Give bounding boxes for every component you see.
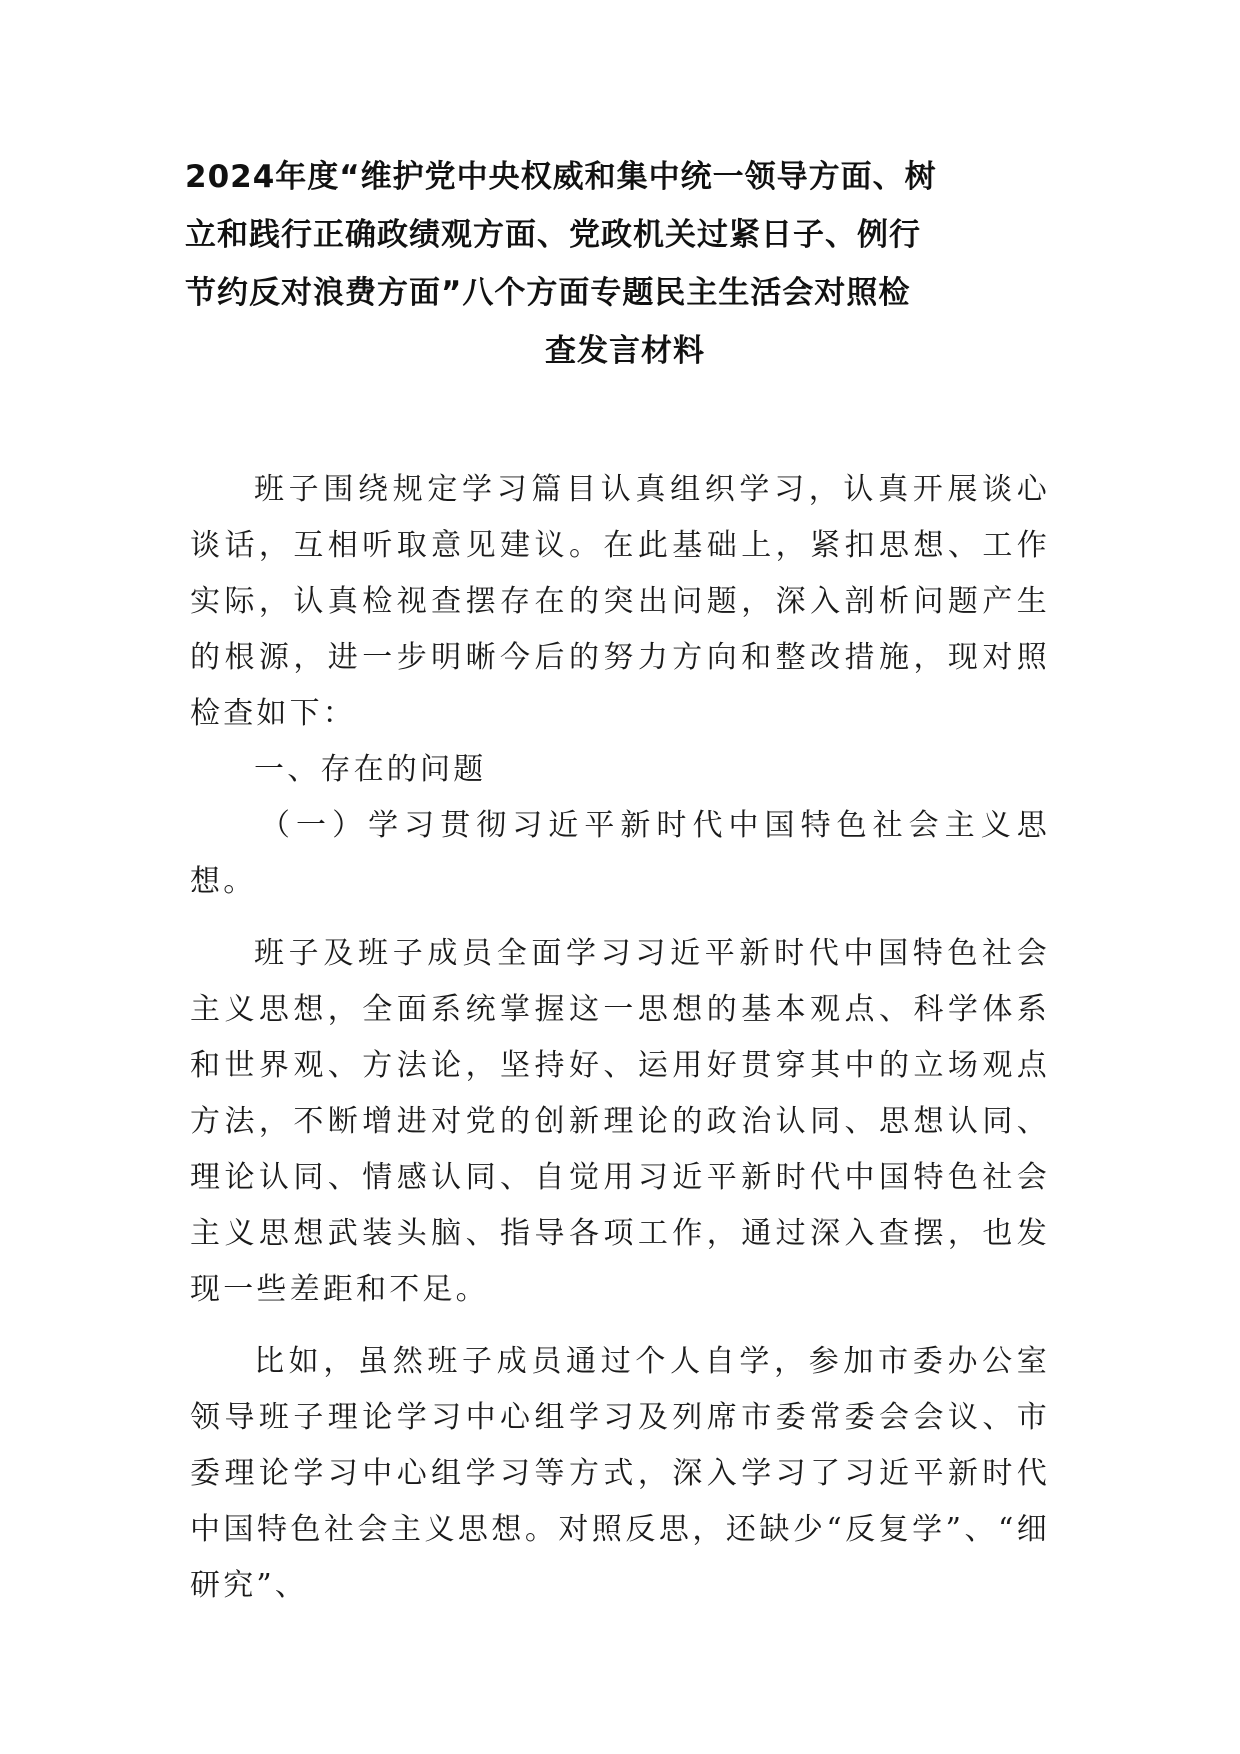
section-heading-problems: 一、存在的问题 [254,752,487,787]
body-paragraph-2: 比如，虽然班子成员通过个人自学，参加市委办公室领导班子理论学习中心组学习及列席市委常委会会议、市委理论学习中心组学习等方式，深入学习了习近平新时代中国特色社会主义思想。对照反思，还缺少“反复学”、“细研究”、 [190,1344,1050,1603]
document-body [190,462,1050,1614]
title-line-1: 2024年度“维护党中央权威和集中统一领导方面、树 [185,159,937,195]
intro-paragraph: 班子围绕规定学习篇目认真组织学习，认真开展谈心谈话，互相听取意见建议。在此基础上，紧扣思想、工作实际，认真检视查摆存在的突出问题，深入剖析问题产生的根源，进一步明晰今后的努力方向和整改措施，现对照检查如下： [190,472,1050,731]
title-line-3: 节约反对浪费方面”八个方面专题民主生活会对照检 [185,275,911,311]
title-line-4: 查发言材料 [545,333,705,369]
body-paragraph-1: 班子及班子成员全面学习习近平新时代中国特色社会主义思想，全面系统掌握这一思想的基本观点、科学体系和世界观、方法论，坚持好、运用好贯穿其中的立场观点方法，不断增进对党的创新理论的政治认同、思想认同、理论认同、情感认同、自觉用习近平新时代中国特色社会主义思想武装头脑、指导各项工作，通过深入查摆，也发现一些差距和不足。 [190,936,1050,1307]
title-line-2: 立和践行正确政绩观方面、党政机关过紧日子、例行 [185,217,921,253]
document-title [185,148,1065,380]
subsection-heading-study: （一）学习贯彻习近平新时代中国特色社会主义思想。 [190,808,1050,899]
